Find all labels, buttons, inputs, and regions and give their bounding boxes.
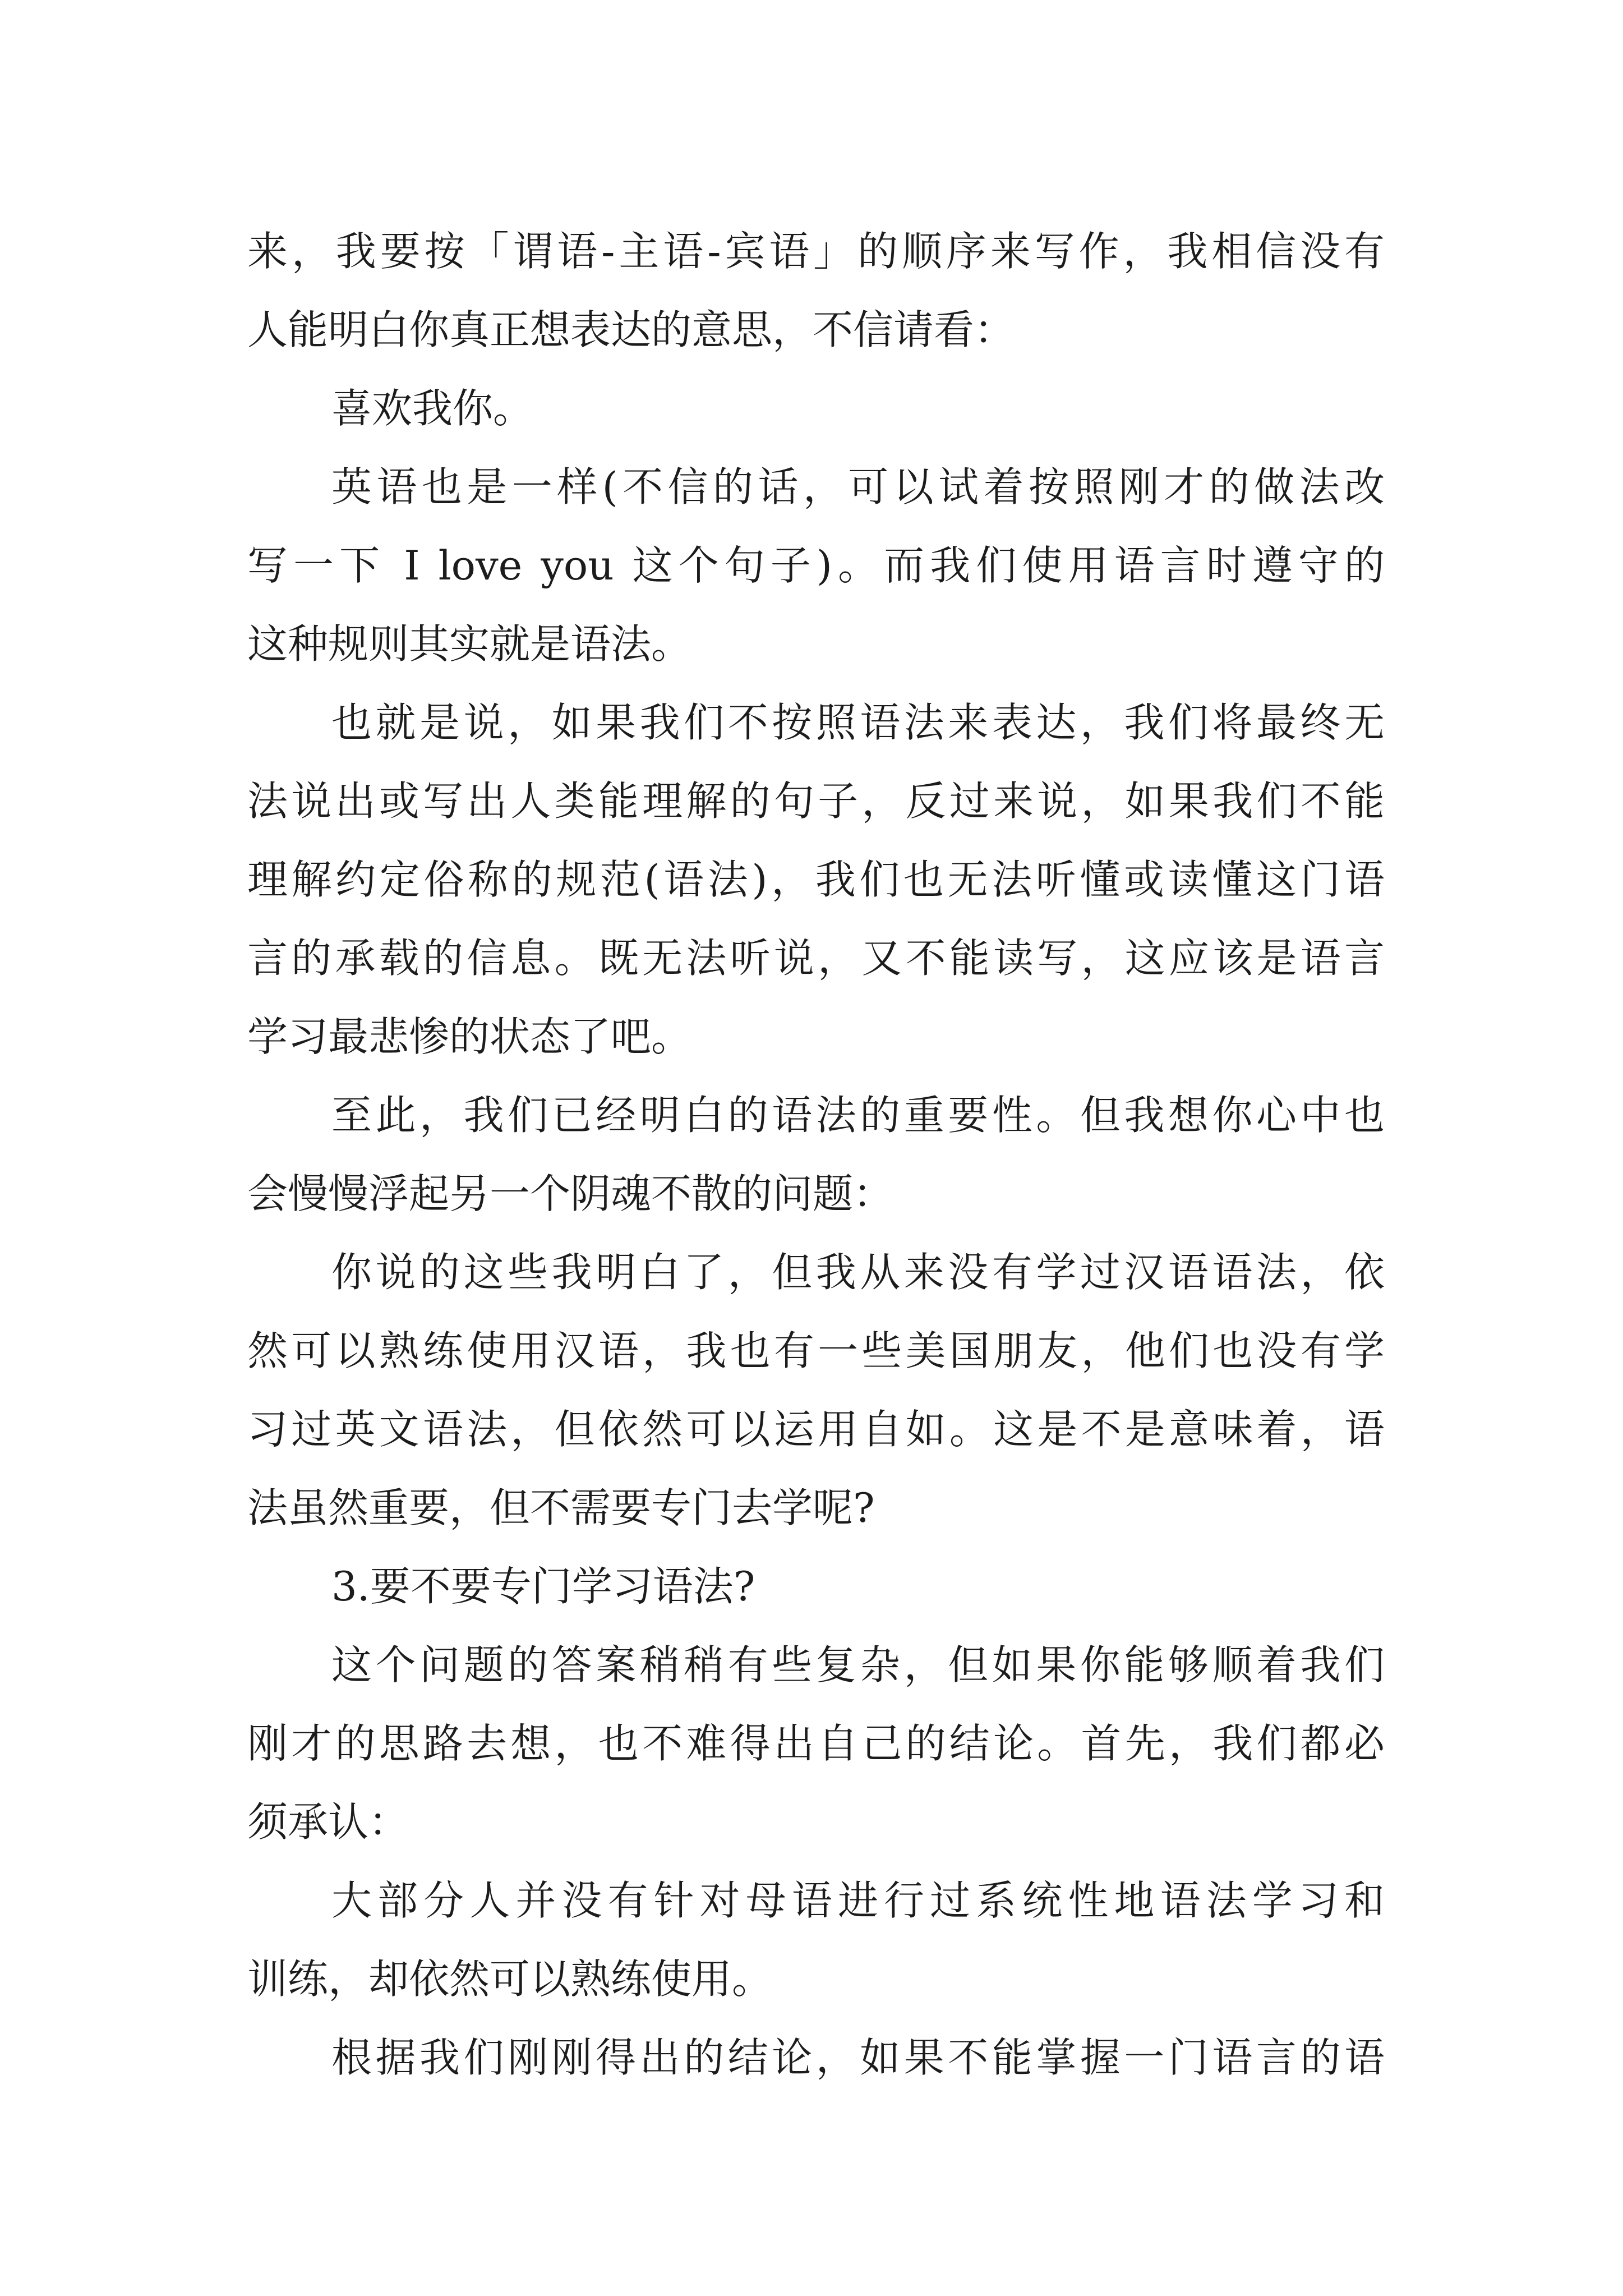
text-line: 英语也是一样(不信的话，可以试着按照刚才的做法改 xyxy=(331,463,1385,510)
text-line: 法虽然重要，但不需要专门去学呢? xyxy=(247,1484,875,1531)
text-line: 人能明白你真正想表达的意思，不信请看： xyxy=(247,306,1015,353)
text-line: 根据我们刚刚得出的结论，如果不能掌握一门语言的语 xyxy=(331,2034,1385,2081)
text-line: 然可以熟练使用汉语，我也有一些美国朋友，他们也没有学 xyxy=(247,1327,1385,1374)
text-line: 须承认： xyxy=(247,1798,409,1846)
text-line: 刚才的思路去想，也不难得出自己的结论。首先，我们都必 xyxy=(247,1720,1385,1767)
text-line: 你说的这些我明白了，但我从来没有学过汉语语法，依 xyxy=(331,1249,1385,1296)
text-line: 理解约定俗称的规范(语法)，我们也无法听懂或读懂这门语 xyxy=(247,856,1385,903)
text-line: 学习最悲惨的状态了吧。 xyxy=(247,1013,692,1060)
text-line: 言的承载的信息。既无法听说，又不能读写，这应该是语言 xyxy=(247,935,1385,982)
text-line: 来，我要按「谓语-主语-宾语」的顺序来写作，我相信没有 xyxy=(247,228,1385,275)
text-line: 至此，我们已经明白的语法的重要性。但我想你心中也 xyxy=(331,1092,1385,1139)
text-line: 法说出或写出人类能理解的句子，反过来说，如果我们不能 xyxy=(247,777,1385,825)
section-heading: 3.要不要专门学习语法? xyxy=(331,1563,755,1610)
body-text xyxy=(247,212,1385,2097)
text-line: 这种规则其实就是语法。 xyxy=(247,620,692,668)
text-line: 这个问题的答案稍稍有些复杂，但如果你能够顺着我们 xyxy=(331,1641,1385,1688)
text-line: 习过英文语法，但依然可以运用自如。这是不是意味着，语 xyxy=(247,1406,1385,1453)
text-line: 也就是说，如果我们不按照语法来表达，我们将最终无 xyxy=(331,699,1385,746)
text-line: 会慢慢浮起另一个阴魂不散的问题： xyxy=(247,1170,894,1217)
text-line: 大部分人并没有针对母语进行过系统性地语法学习和 xyxy=(331,1877,1385,1924)
text-line: 写一下 I love you 这个句子)。而我们使用语言时遵守的 xyxy=(247,542,1385,589)
text-line: 喜欢我你。 xyxy=(331,385,534,432)
text-line: 训练，却依然可以熟练使用。 xyxy=(247,1955,773,2003)
